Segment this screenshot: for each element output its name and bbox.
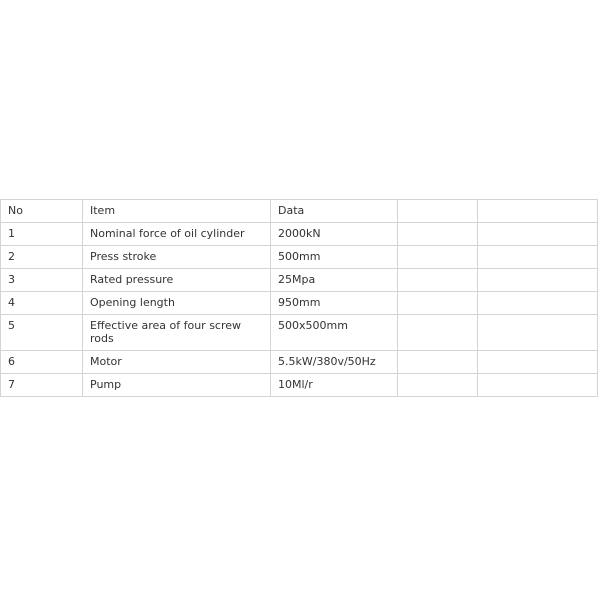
table-row — [1, 292, 598, 315]
cell-item: Nominal force of oil cylinder — [83, 223, 271, 246]
header-empty-2 — [478, 200, 598, 223]
cell-empty — [478, 223, 598, 246]
cell-item: Press stroke — [83, 246, 271, 269]
cell-item: Rated pressure — [83, 269, 271, 292]
cell-empty — [398, 351, 478, 374]
table-row — [1, 315, 598, 351]
cell-empty — [478, 315, 598, 351]
cell-no: 3 — [1, 269, 83, 292]
spec-table-container — [0, 199, 597, 397]
cell-data: 500mm — [271, 246, 398, 269]
cell-empty — [478, 246, 598, 269]
cell-empty — [478, 351, 598, 374]
cell-empty — [398, 374, 478, 397]
cell-empty — [398, 269, 478, 292]
cell-empty — [398, 246, 478, 269]
table-row — [1, 351, 598, 374]
table-row — [1, 374, 598, 397]
cell-empty — [478, 374, 598, 397]
header-empty-1 — [398, 200, 478, 223]
cell-empty — [398, 292, 478, 315]
cell-data: 5.5kW/380v/50Hz — [271, 351, 398, 374]
cell-item: Opening length — [83, 292, 271, 315]
cell-data: 10Ml/r — [271, 374, 398, 397]
cell-empty — [398, 315, 478, 351]
cell-empty — [478, 269, 598, 292]
spec-table — [0, 199, 598, 397]
cell-data: 950mm — [271, 292, 398, 315]
table-row — [1, 246, 598, 269]
cell-empty — [478, 292, 598, 315]
cell-no: 5 — [1, 315, 83, 351]
header-no: No — [1, 200, 83, 223]
cell-data: 25Mpa — [271, 269, 398, 292]
table-header-row — [1, 200, 598, 223]
cell-empty — [398, 223, 478, 246]
cell-item: Effective area of four screw rods — [83, 315, 271, 351]
cell-data: 500x500mm — [271, 315, 398, 351]
cell-no: 1 — [1, 223, 83, 246]
table-row — [1, 269, 598, 292]
cell-no: 4 — [1, 292, 83, 315]
header-item: Item — [83, 200, 271, 223]
cell-no: 2 — [1, 246, 83, 269]
cell-data: 2000kN — [271, 223, 398, 246]
header-data: Data — [271, 200, 398, 223]
cell-no: 7 — [1, 374, 83, 397]
cell-no: 6 — [1, 351, 83, 374]
table-row — [1, 223, 598, 246]
cell-item: Motor — [83, 351, 271, 374]
cell-item: Pump — [83, 374, 271, 397]
